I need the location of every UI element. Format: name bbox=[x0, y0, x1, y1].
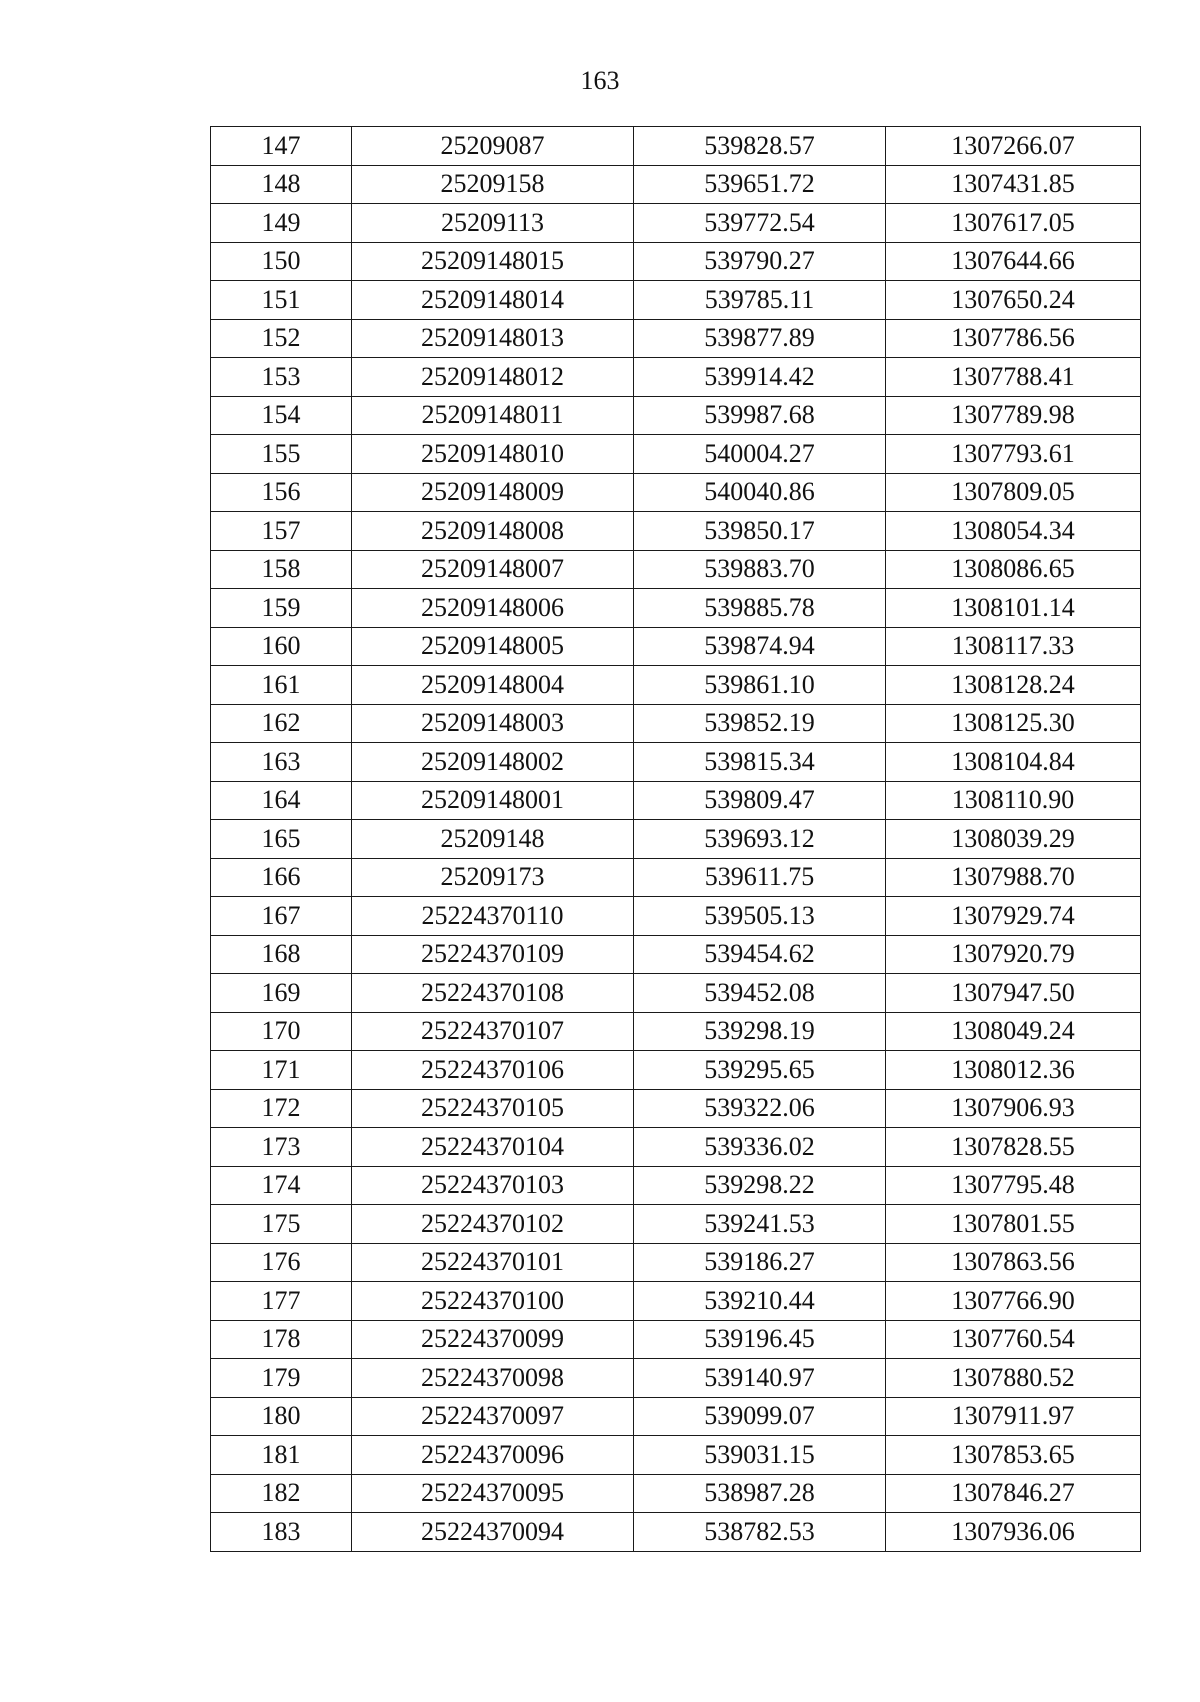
table-row bbox=[211, 127, 1141, 166]
point-id-cell: 25209148014 bbox=[352, 281, 634, 320]
point-id-cell: 25209173 bbox=[352, 858, 634, 897]
point-id-cell: 25209148001 bbox=[352, 781, 634, 820]
y-coordinate-cell: 1307789.98 bbox=[886, 396, 1141, 435]
row-index-cell: 181 bbox=[211, 1436, 352, 1475]
point-id-cell: 25209113 bbox=[352, 204, 634, 243]
x-coordinate-cell: 539336.02 bbox=[634, 1128, 886, 1167]
table-row bbox=[211, 242, 1141, 281]
point-id-cell: 25209148012 bbox=[352, 358, 634, 397]
x-coordinate-cell: 539852.19 bbox=[634, 704, 886, 743]
point-id-cell: 25209087 bbox=[352, 127, 634, 166]
point-id-cell: 25224370108 bbox=[352, 974, 634, 1013]
x-coordinate-cell: 539693.12 bbox=[634, 820, 886, 859]
table-row bbox=[211, 204, 1141, 243]
point-id-cell: 25224370094 bbox=[352, 1513, 634, 1552]
y-coordinate-cell: 1308086.65 bbox=[886, 550, 1141, 589]
y-coordinate-cell: 1307760.54 bbox=[886, 1320, 1141, 1359]
x-coordinate-cell: 539815.34 bbox=[634, 743, 886, 782]
table-row bbox=[211, 1243, 1141, 1282]
row-index-cell: 155 bbox=[211, 435, 352, 474]
point-id-cell: 25209148015 bbox=[352, 242, 634, 281]
y-coordinate-cell: 1307911.97 bbox=[886, 1397, 1141, 1436]
y-coordinate-cell: 1307788.41 bbox=[886, 358, 1141, 397]
point-id-cell: 25224370104 bbox=[352, 1128, 634, 1167]
y-coordinate-cell: 1308125.30 bbox=[886, 704, 1141, 743]
y-coordinate-cell: 1307650.24 bbox=[886, 281, 1141, 320]
x-coordinate-cell: 539031.15 bbox=[634, 1436, 886, 1475]
row-index-cell: 169 bbox=[211, 974, 352, 1013]
row-index-cell: 160 bbox=[211, 627, 352, 666]
row-index-cell: 168 bbox=[211, 935, 352, 974]
table-row bbox=[211, 358, 1141, 397]
row-index-cell: 164 bbox=[211, 781, 352, 820]
row-index-cell: 161 bbox=[211, 666, 352, 705]
point-id-cell: 25224370107 bbox=[352, 1012, 634, 1051]
x-coordinate-cell: 539295.65 bbox=[634, 1051, 886, 1090]
x-coordinate-cell: 539772.54 bbox=[634, 204, 886, 243]
row-index-cell: 163 bbox=[211, 743, 352, 782]
table-row bbox=[211, 974, 1141, 1013]
table-row bbox=[211, 1436, 1141, 1475]
x-coordinate-cell: 539322.06 bbox=[634, 1089, 886, 1128]
table-row bbox=[211, 281, 1141, 320]
row-index-cell: 177 bbox=[211, 1282, 352, 1321]
y-coordinate-cell: 1308012.36 bbox=[886, 1051, 1141, 1090]
point-id-cell: 25224370103 bbox=[352, 1166, 634, 1205]
table-row bbox=[211, 704, 1141, 743]
table-row bbox=[211, 589, 1141, 628]
x-coordinate-cell: 539298.19 bbox=[634, 1012, 886, 1051]
table-row bbox=[211, 781, 1141, 820]
x-coordinate-cell: 539790.27 bbox=[634, 242, 886, 281]
y-coordinate-cell: 1307766.90 bbox=[886, 1282, 1141, 1321]
row-index-cell: 166 bbox=[211, 858, 352, 897]
page-number: 163 bbox=[580, 66, 620, 95]
row-index-cell: 172 bbox=[211, 1089, 352, 1128]
row-index-cell: 174 bbox=[211, 1166, 352, 1205]
y-coordinate-cell: 1307929.74 bbox=[886, 897, 1141, 936]
point-id-cell: 25209158 bbox=[352, 165, 634, 204]
y-coordinate-cell: 1307880.52 bbox=[886, 1359, 1141, 1398]
x-coordinate-cell: 539861.10 bbox=[634, 666, 886, 705]
point-id-cell: 25209148008 bbox=[352, 512, 634, 551]
x-coordinate-cell: 539196.45 bbox=[634, 1320, 886, 1359]
y-coordinate-cell: 1308104.84 bbox=[886, 743, 1141, 782]
y-coordinate-cell: 1307644.66 bbox=[886, 242, 1141, 281]
y-coordinate-cell: 1307795.48 bbox=[886, 1166, 1141, 1205]
row-index-cell: 150 bbox=[211, 242, 352, 281]
x-coordinate-cell: 539883.70 bbox=[634, 550, 886, 589]
table-row bbox=[211, 165, 1141, 204]
table-row bbox=[211, 1128, 1141, 1167]
y-coordinate-cell: 1307988.70 bbox=[886, 858, 1141, 897]
row-index-cell: 175 bbox=[211, 1205, 352, 1244]
row-index-cell: 167 bbox=[211, 897, 352, 936]
table-row bbox=[211, 435, 1141, 474]
point-id-cell: 25209148011 bbox=[352, 396, 634, 435]
y-coordinate-cell: 1308049.24 bbox=[886, 1012, 1141, 1051]
point-id-cell: 25209148006 bbox=[352, 589, 634, 628]
y-coordinate-cell: 1308117.33 bbox=[886, 627, 1141, 666]
x-coordinate-cell: 540040.86 bbox=[634, 473, 886, 512]
point-id-cell: 25224370102 bbox=[352, 1205, 634, 1244]
point-id-cell: 25224370096 bbox=[352, 1436, 634, 1475]
table-row bbox=[211, 1012, 1141, 1051]
coordinate-table bbox=[210, 126, 1141, 1552]
row-index-cell: 154 bbox=[211, 396, 352, 435]
x-coordinate-cell: 539452.08 bbox=[634, 974, 886, 1013]
point-id-cell: 25209148 bbox=[352, 820, 634, 859]
x-coordinate-cell: 538782.53 bbox=[634, 1513, 886, 1552]
y-coordinate-cell: 1308039.29 bbox=[886, 820, 1141, 859]
x-coordinate-cell: 539885.78 bbox=[634, 589, 886, 628]
y-coordinate-cell: 1307828.55 bbox=[886, 1128, 1141, 1167]
row-index-cell: 162 bbox=[211, 704, 352, 743]
y-coordinate-cell: 1308054.34 bbox=[886, 512, 1141, 551]
row-index-cell: 178 bbox=[211, 1320, 352, 1359]
row-index-cell: 158 bbox=[211, 550, 352, 589]
x-coordinate-cell: 539186.27 bbox=[634, 1243, 886, 1282]
point-id-cell: 25209148009 bbox=[352, 473, 634, 512]
y-coordinate-cell: 1307809.05 bbox=[886, 473, 1141, 512]
y-coordinate-cell: 1307786.56 bbox=[886, 319, 1141, 358]
row-index-cell: 179 bbox=[211, 1359, 352, 1398]
point-id-cell: 25209148003 bbox=[352, 704, 634, 743]
x-coordinate-cell: 539241.53 bbox=[634, 1205, 886, 1244]
row-index-cell: 171 bbox=[211, 1051, 352, 1090]
row-index-cell: 182 bbox=[211, 1474, 352, 1513]
point-id-cell: 25224370109 bbox=[352, 935, 634, 974]
x-coordinate-cell: 539099.07 bbox=[634, 1397, 886, 1436]
x-coordinate-cell: 539987.68 bbox=[634, 396, 886, 435]
point-id-cell: 25209148007 bbox=[352, 550, 634, 589]
table-row bbox=[211, 858, 1141, 897]
x-coordinate-cell: 539611.75 bbox=[634, 858, 886, 897]
y-coordinate-cell: 1308101.14 bbox=[886, 589, 1141, 628]
point-id-cell: 25224370100 bbox=[352, 1282, 634, 1321]
point-id-cell: 25224370098 bbox=[352, 1359, 634, 1398]
point-id-cell: 25209148010 bbox=[352, 435, 634, 474]
table-row bbox=[211, 897, 1141, 936]
y-coordinate-cell: 1307846.27 bbox=[886, 1474, 1141, 1513]
table-row bbox=[211, 935, 1141, 974]
table-row bbox=[211, 512, 1141, 551]
x-coordinate-cell: 539874.94 bbox=[634, 627, 886, 666]
point-id-cell: 25224370105 bbox=[352, 1089, 634, 1128]
row-index-cell: 170 bbox=[211, 1012, 352, 1051]
row-index-cell: 156 bbox=[211, 473, 352, 512]
coordinate-table-body bbox=[211, 127, 1141, 1552]
point-id-cell: 25209148005 bbox=[352, 627, 634, 666]
row-index-cell: 149 bbox=[211, 204, 352, 243]
y-coordinate-cell: 1308110.90 bbox=[886, 781, 1141, 820]
row-index-cell: 151 bbox=[211, 281, 352, 320]
x-coordinate-cell: 539505.13 bbox=[634, 897, 886, 936]
point-id-cell: 25224370101 bbox=[352, 1243, 634, 1282]
y-coordinate-cell: 1307920.79 bbox=[886, 935, 1141, 974]
row-index-cell: 180 bbox=[211, 1397, 352, 1436]
y-coordinate-cell: 1307936.06 bbox=[886, 1513, 1141, 1552]
point-id-cell: 25224370095 bbox=[352, 1474, 634, 1513]
row-index-cell: 176 bbox=[211, 1243, 352, 1282]
table-row bbox=[211, 319, 1141, 358]
x-coordinate-cell: 538987.28 bbox=[634, 1474, 886, 1513]
x-coordinate-cell: 539877.89 bbox=[634, 319, 886, 358]
row-index-cell: 173 bbox=[211, 1128, 352, 1167]
row-index-cell: 183 bbox=[211, 1513, 352, 1552]
row-index-cell: 157 bbox=[211, 512, 352, 551]
x-coordinate-cell: 540004.27 bbox=[634, 435, 886, 474]
row-index-cell: 153 bbox=[211, 358, 352, 397]
row-index-cell: 159 bbox=[211, 589, 352, 628]
y-coordinate-cell: 1307266.07 bbox=[886, 127, 1141, 166]
x-coordinate-cell: 539454.62 bbox=[634, 935, 886, 974]
point-id-cell: 25224370110 bbox=[352, 897, 634, 936]
table-row bbox=[211, 1051, 1141, 1090]
table-row bbox=[211, 550, 1141, 589]
table-row bbox=[211, 627, 1141, 666]
y-coordinate-cell: 1307947.50 bbox=[886, 974, 1141, 1013]
table-row bbox=[211, 1166, 1141, 1205]
x-coordinate-cell: 539809.47 bbox=[634, 781, 886, 820]
x-coordinate-cell: 539785.11 bbox=[634, 281, 886, 320]
table-row bbox=[211, 1320, 1141, 1359]
table-row bbox=[211, 1205, 1141, 1244]
row-index-cell: 165 bbox=[211, 820, 352, 859]
row-index-cell: 148 bbox=[211, 165, 352, 204]
y-coordinate-cell: 1307906.93 bbox=[886, 1089, 1141, 1128]
x-coordinate-cell: 539298.22 bbox=[634, 1166, 886, 1205]
y-coordinate-cell: 1307431.85 bbox=[886, 165, 1141, 204]
x-coordinate-cell: 539828.57 bbox=[634, 127, 886, 166]
point-id-cell: 25209148002 bbox=[352, 743, 634, 782]
table-row bbox=[211, 1474, 1141, 1513]
table-row bbox=[211, 473, 1141, 512]
x-coordinate-cell: 539850.17 bbox=[634, 512, 886, 551]
table-row bbox=[211, 820, 1141, 859]
table-row bbox=[211, 396, 1141, 435]
x-coordinate-cell: 539140.97 bbox=[634, 1359, 886, 1398]
table-row bbox=[211, 1359, 1141, 1398]
table-row bbox=[211, 666, 1141, 705]
table-row bbox=[211, 1282, 1141, 1321]
y-coordinate-cell: 1307793.61 bbox=[886, 435, 1141, 474]
row-index-cell: 147 bbox=[211, 127, 352, 166]
point-id-cell: 25209148004 bbox=[352, 666, 634, 705]
table-row bbox=[211, 1089, 1141, 1128]
point-id-cell: 25209148013 bbox=[352, 319, 634, 358]
y-coordinate-cell: 1307801.55 bbox=[886, 1205, 1141, 1244]
x-coordinate-cell: 539210.44 bbox=[634, 1282, 886, 1321]
table-row bbox=[211, 743, 1141, 782]
point-id-cell: 25224370099 bbox=[352, 1320, 634, 1359]
table-row bbox=[211, 1397, 1141, 1436]
x-coordinate-cell: 539651.72 bbox=[634, 165, 886, 204]
y-coordinate-cell: 1308128.24 bbox=[886, 666, 1141, 705]
y-coordinate-cell: 1307617.05 bbox=[886, 204, 1141, 243]
point-id-cell: 25224370106 bbox=[352, 1051, 634, 1090]
x-coordinate-cell: 539914.42 bbox=[634, 358, 886, 397]
point-id-cell: 25224370097 bbox=[352, 1397, 634, 1436]
y-coordinate-cell: 1307863.56 bbox=[886, 1243, 1141, 1282]
y-coordinate-cell: 1307853.65 bbox=[886, 1436, 1141, 1475]
row-index-cell: 152 bbox=[211, 319, 352, 358]
table-row bbox=[211, 1513, 1141, 1552]
